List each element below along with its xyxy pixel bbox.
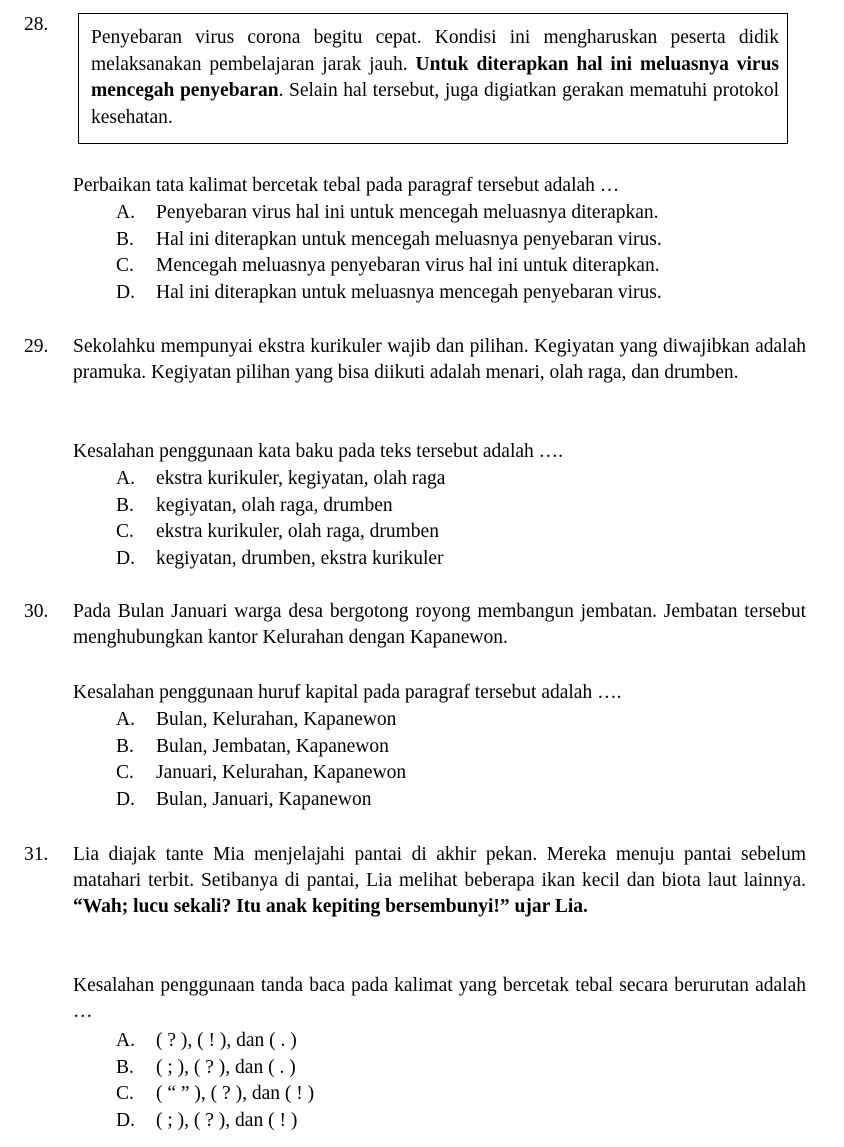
options-list [116,200,662,306]
option-text: Bulan, Jembatan, Kapanewon [156,735,389,757]
question-prompt: Kesalahan penggunaan huruf kapital pada paragraf tersebut adalah …. [73,682,622,703]
option-text: Mencegah meluasnya penyebaran virus hal ini untuk diterapkan. [156,255,660,276]
question-number: 31. [24,844,49,865]
option-letter: B. [116,494,134,516]
option-letter: A. [116,709,135,730]
options-list [116,466,445,572]
option-text: Penyebaran virus hal ini untuk mencegah meluasnya diterapkan. [156,202,659,223]
question-text: Sekolahku mempunyai ekstra kurikuler wajib dan pilihan. Kegiyatan yang diwajibkan adalah pramuka. Kegiyatan pilihan yang bisa diikuti adalah menari, olah raga, dan drumben. [73,336,806,383]
option-text: ekstra kurikuler, olah raga, drumben [156,521,439,542]
option-text: Januari, Kelurahan, Kapanewon [156,762,407,783]
option-text: Hal ini diterapkan untuk mencegah meluasnya penyebaran virus. [156,228,662,250]
options-list [116,1028,314,1134]
option-letter: D. [116,788,135,810]
question-prompt: Kesalahan penggunaan kata baku pada teks tersebut adalah …. [73,441,564,462]
option-letter: A. [116,468,135,489]
option-letter: D. [116,281,135,303]
option-text: kegiyatan, drumben, ekstra kurikuler [156,547,444,569]
option-text: kegiyatan, olah raga, drumben [156,494,393,516]
option-letter: A. [116,1030,135,1051]
option[interactable] [116,200,662,227]
option-text: ( ? ), ( ! ), dan ( . ) [156,1030,297,1051]
option[interactable] [116,519,445,546]
option-text: ( “ ” ), ( ? ), dan ( ! ) [156,1083,315,1104]
question-number: 28. [24,14,49,35]
options-list [116,707,406,813]
passage-part: Penyebaran virus corona begitu cepat. Kondisi ini mengharuskan peserta didik melaksanakan pembelajaran jarak jauh. [91,27,779,75]
option[interactable] [116,466,445,493]
question-text-bold: “Wah; lucu sekali? Itu anak kepiting bersembunyi!” ujar Lia. [73,896,588,917]
option[interactable] [116,734,406,761]
option[interactable] [116,253,662,280]
option-letter: A. [116,202,135,223]
option-text: ( ; ), ( ? ), dan ( . ) [156,1056,296,1078]
option[interactable] [116,493,445,520]
question-number: 30. [24,601,49,622]
option[interactable] [116,546,445,573]
question-text-plain: Lia diajak tante Mia menjelajahi pantai di akhir pekan. Mereka menuju pantai sebelum matahari terbit. Setibanya di pantai, Lia melihat beberapa ikan kecil dan biota laut lainnya. [73,844,806,891]
option[interactable] [116,1108,314,1135]
option[interactable] [116,227,662,254]
option-text: ekstra kurikuler, kegiyatan, olah raga [156,468,446,489]
option[interactable] [116,1055,314,1082]
passage-text [91,25,779,131]
option-letter: D. [116,1109,135,1131]
question-number: 29. [24,336,49,357]
option-letter: B. [116,1056,134,1078]
option[interactable] [116,1081,314,1108]
question-prompt: Kesalahan penggunaan tanda baca pada kalimat yang bercetak tebal secara berurutan adalah … [73,975,806,1022]
passage-bold-sentence: Untuk diterapkan hal ini meluasnya virus mencegah penyebaran [91,53,780,101]
option-text: Hal ini diterapkan untuk meluasnya mencegah penyebaran virus. [156,281,662,303]
option-text: Bulan, Kelurahan, Kapanewon [156,709,397,730]
option[interactable] [116,280,662,307]
option[interactable] [116,1028,314,1055]
question-text [73,842,806,920]
option[interactable] [116,787,406,814]
option-letter: C. [116,255,134,276]
question-text: Pada Bulan Januari warga desa bergotong royong membangun jembatan. Jembatan tersebut menghubungkan kantor Kelurahan dengan Kapanewon. [73,601,806,648]
option-letter: C. [116,762,134,783]
option-letter: C. [116,1083,134,1104]
option[interactable] [116,760,406,787]
option-letter: B. [116,228,134,250]
option-letter: B. [116,735,134,757]
option-letter: D. [116,547,135,569]
option[interactable] [116,707,406,734]
option-text: ( ; ), ( ? ), dan ( ! ) [156,1109,298,1131]
option-text: Bulan, Januari, Kapanewon [156,788,372,810]
question-prompt: Perbaikan tata kalimat bercetak tebal pada paragraf tersebut adalah … [73,175,620,196]
option-letter: C. [116,521,134,542]
passage-part: . Selain hal tersebut, juga digiatkan gerakan mematuhi protokol kesehatan. [91,80,779,128]
